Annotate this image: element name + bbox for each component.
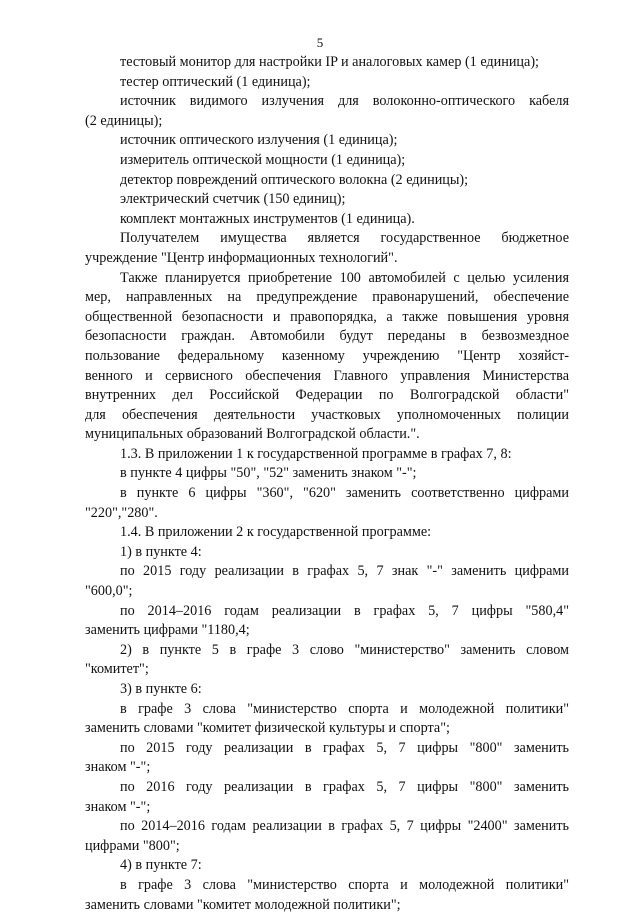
text-line: в графе 3 слова "министерство спорта и молодежной политики": [120, 700, 569, 717]
text-line: по 2016 году реализации в графах 5, 7 цифры "800" заменить: [120, 778, 569, 795]
text-line: измеритель оптической мощности (1 единица);: [120, 151, 406, 168]
text-line: 1.3. В приложении 1 к государственной программе в графах 7, 8:: [120, 445, 512, 462]
text-line: в графе 3 слова "министерство спорта и молодежной политики": [120, 876, 569, 893]
text-line: венного и сервисного обеспечения Главного управления Министерства: [85, 367, 569, 384]
text-line: по 2014–2016 годам реализации в графах 5, 7 цифры "580,4": [120, 602, 569, 619]
text-line: цифрами "800";: [85, 837, 180, 854]
text-line: "600,0";: [85, 583, 133, 600]
text-line: пользование федеральному казенному учреждению "Центр хозяйст-: [85, 347, 569, 364]
text-line: (2 единицы);: [85, 112, 163, 129]
text-line: в пункте 6 цифры "360", "620" заменить соответственно цифрами: [120, 485, 569, 502]
text-line: знаком "-";: [85, 798, 151, 815]
text-line: по 2015 году реализации в графах 5, 7 знак "-" заменить цифрами: [120, 563, 569, 580]
text-line: по 2014–2016 годам реализации в графах 5, 7 цифры "2400" заменить: [120, 818, 569, 835]
text-line: детектор повреждений оптического волокна (2 единицы);: [120, 171, 469, 188]
text-line: заменить словами "комитет физической культуры и спорта";: [85, 720, 450, 737]
text-line: безопасности граждан. Автомобили будут переданы в безвозмездное: [85, 328, 569, 345]
text-line: электрический счетчик (150 единиц);: [120, 191, 346, 208]
text-line: "220","280".: [85, 504, 158, 521]
document-body: [85, 53, 569, 915]
text-line: общественной безопасности и правопорядка, а также повышения уровня: [85, 308, 569, 325]
text-line: тестовый монитор для настройки IP и аналоговых камер (1 единица);: [120, 54, 539, 70]
text-line: 3) в пункте 6:: [120, 681, 202, 697]
text-line: источник оптического излучения (1 единица);: [120, 132, 398, 149]
text-line: учреждение "Центр информационных технологий".: [85, 249, 398, 266]
text-line: "комитет";: [85, 661, 149, 678]
text-line: для обеспечения деятельности участковых уполномоченных полиции: [85, 406, 569, 423]
text-line: 2) в пункте 5 в графе 3 слово "министерство" заменить словом: [120, 641, 569, 658]
text-line: тестер оптический (1 единица);: [120, 73, 311, 90]
text-line: заменить цифрами "1180,4;: [85, 622, 250, 639]
text-line: заменить словами "комитет молодежной политики";: [85, 896, 401, 913]
text-line: комплект монтажных инструментов (1 единица).: [120, 210, 415, 227]
page-number: 5: [316, 35, 324, 50]
text-line: Получателем имущества является государственное бюджетное: [120, 230, 569, 247]
text-line: 1.4. В приложении 2 к государственной программе:: [120, 524, 432, 541]
text-line: муниципальных образований Волгоградской области.".: [85, 426, 420, 443]
text-line: 1) в пункте 4:: [120, 543, 202, 560]
text-line: по 2015 году реализации в графах 5, 7 цифры "800" заменить: [120, 739, 569, 756]
text-line: 4) в пункте 7:: [120, 857, 202, 874]
text-line: знаком "-";: [85, 759, 151, 776]
text-line: источник видимого излучения для волоконно-оптического кабеля: [120, 93, 569, 110]
text-line: внутренних дел Российской Федерации по Волгоградской области": [85, 387, 569, 404]
text-line: Также планируется приобретение 100 автомобилей с целью усиления: [120, 269, 569, 286]
text-line: в пункте 4 цифры "50", "52" заменить знаком "-";: [120, 465, 417, 482]
text-line: мер, направленных на предупреждение правонарушений, обеспечение: [85, 289, 569, 306]
